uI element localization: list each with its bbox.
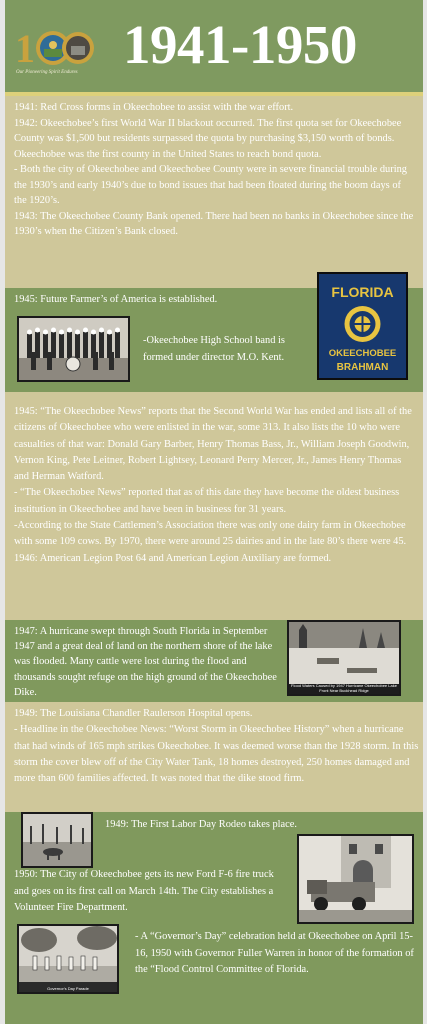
section-1949-text — [14, 706, 419, 787]
svg-text:1: 1 — [15, 26, 35, 70]
ffa-jacket-word-bottom: BRAHMAN — [336, 362, 389, 373]
entry-dairy-farms: -According to the State Cattlemen’s Association there was only one dairy farm in Okeechobee with some 109 cows. By 1970, there were around 25 dairies and in the late 80’s there were 45. — [14, 520, 407, 548]
logo-tagline: Our Pioneering Spirit Endures — [16, 70, 78, 75]
entry-oldest-business: - “The Okeechobee News” reported that as of this date they have become the oldest business institution in Okeechobee and have been in business for 31 years. — [14, 487, 400, 515]
page-title: 1941-1950 — [123, 14, 357, 75]
rodeo-photo-image — [23, 814, 91, 866]
entry-1941: 1941: Red Cross forms in Okeechobee to assist with the war effort. — [14, 102, 294, 113]
entry-1947-hurricane: 1947: A hurricane swept through South Florida in September 1947 and a great deal of land on the northern shore of the lake was flooded. Many cattle were lost during the flood and thousands sought refuge on the high ground of the Okeechobee Dike. — [14, 626, 277, 698]
rodeo-photo — [21, 812, 93, 868]
section-1945-1946-text — [14, 404, 418, 567]
governors-day-photo-caption: Governor's Day Parade — [47, 986, 89, 991]
header-banner — [5, 0, 423, 92]
entry-hospital: 1949: The Louisiana Chandler Raulerson Hospital opens. — [14, 708, 253, 719]
flood-photo-caption: Flood Waters Caused by 1947 Hurricane Okeechobee Lake Front Near Buckhead Ridge — [291, 683, 397, 693]
poster — [5, 0, 423, 1024]
ffa-jacket-word-top: FLORIDA — [331, 284, 394, 300]
ffa-jacket-image — [319, 274, 406, 378]
ffa-jacket-photo — [317, 272, 408, 380]
flood-photo — [287, 620, 401, 696]
entry-worst-storm: - Headline in the Okeechobee News: “Worst Storm in Okeechobee History” when a hurricane that had winds of 165 mph strikes Okeechobee. It was deemed worse than the 1928 storm. In this storm the cover blew off of the City Water Tank, 18 homes destroyed, 250 homes damaged and more than 600 families affected. It was noted that the dike stood firm. — [14, 724, 419, 785]
entry-1942: 1942: Okeechobee’s first World War II blackout occurred. The first quota set for Okeechobee County was $1,500 but residents surpassed the quota by purchasing $3,150 worth of bonds. Okeechobee was the first county in the United States to reach bond quota. — [14, 117, 402, 160]
entry-governors-day: - A “Governor’s Day” celebration held at Okeechobee on April 15-16, 1950 with Governor Fuller Warren in honor of the formation of the “Flood Control Committee of Florida. — [135, 931, 414, 975]
entry-rodeo: 1949: The First Labor Day Rodeo takes place. — [105, 819, 297, 830]
band-photo — [17, 316, 130, 382]
entry-ffa: 1945: Future Farmer’s of America is established. — [14, 294, 218, 305]
entry-fire-truck: 1950: The City of Okeechobee gets its new Ford F-6 fire truck and goes on its first call on March 14th. The City establishes a Volunteer Fire Department. — [14, 869, 274, 913]
entry-1946: 1946: American Legion Post 64 and American Legion Auxiliary are formed. — [14, 552, 332, 564]
centennial-logo — [15, 22, 95, 70]
entry-1945-news: 1945: “The Okeechobee News” reports that the Second World War has ended and lists all of the citizens of Okeechobee who were enlisted in the war, some 313. It also lists the 10 who were casualties of that war: Donald Gary Barber, Henry Thomas Bass, Jr., William Joseph Goodwin, Vernon King, Pete Leitner, Robert Lightsey, Leonard Perry Mercer, Jr., James Henry Thomas and Herman Watford. — [14, 406, 412, 483]
fire-truck-photo — [297, 834, 414, 924]
section-1941-1943-text — [14, 100, 416, 240]
fire-truck-photo-image — [299, 836, 412, 922]
band-photo-image — [19, 318, 128, 380]
entry-financial-trouble: - Both the city of Okeechobee and Okeechobee County were in severe financial trouble during the 1930’s and early 1940’s due to bond issues that had been floated during the boom days of the 1920’s. — [14, 164, 407, 206]
entry-1943: 1943: The Okeechobee County Bank opened. There had been no banks in Okeechobee since the 1930’s when the Citizen’s Bank closed. — [14, 210, 414, 237]
entry-band: -Okeechobee High School band is formed under director M.O. Kent. — [143, 335, 285, 363]
governors-day-photo-image — [19, 926, 117, 992]
governors-day-photo — [17, 924, 119, 994]
ffa-jacket-word-mid: OKEECHOBEE — [328, 348, 397, 359]
